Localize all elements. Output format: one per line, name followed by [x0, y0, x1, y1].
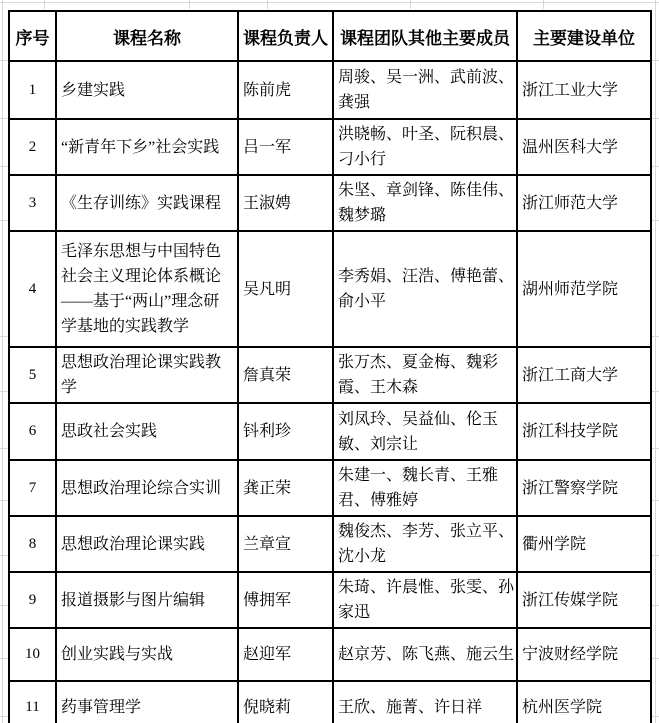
gridline	[44, 0, 45, 9]
cell-construction-unit: 浙江工商大学	[517, 347, 651, 403]
cell-course-leader: 赵迎军	[238, 628, 333, 681]
header-course-name: 课程名称	[56, 11, 238, 61]
cell-construction-unit: 湖州师范学院	[517, 231, 651, 347]
table-row	[9, 516, 651, 572]
cell-course-leader: 倪晓莉	[238, 681, 333, 723]
gridline	[410, 0, 411, 9]
cell-serial-number: 7	[9, 460, 56, 516]
table-row	[9, 119, 651, 175]
header-construction-unit: 主要建设单位	[517, 11, 651, 61]
cell-course-name: 药事管理学	[56, 681, 238, 723]
table-row	[9, 628, 651, 681]
cell-serial-number: 6	[9, 403, 56, 460]
table-row	[9, 403, 651, 460]
cell-course-name: 思想政治理论综合实训	[56, 460, 238, 516]
cell-course-name: 报道摄影与图片编辑	[56, 572, 238, 628]
cell-serial-number: 1	[9, 61, 56, 119]
cell-serial-number: 10	[9, 628, 56, 681]
cell-course-name: 思政社会实践	[56, 403, 238, 460]
cell-course-name: 思想政治理论课实践教学	[56, 347, 238, 403]
table-row	[9, 61, 651, 119]
cell-construction-unit: 衢州学院	[517, 516, 651, 572]
cell-serial-number: 3	[9, 175, 56, 231]
cell-course-leader: 詹真荣	[238, 347, 333, 403]
gridline	[0, 2, 659, 3]
cell-serial-number: 11	[9, 681, 56, 723]
cell-course-name: 创业实践与实战	[56, 628, 238, 681]
gridline	[267, 0, 268, 9]
cell-course-leader: 吴凡明	[238, 231, 333, 347]
cell-team-members: 洪晓畅、叶圣、阮积晨、刁小行	[333, 119, 517, 175]
header-serial-number: 序号	[9, 11, 56, 61]
cell-serial-number: 4	[9, 231, 56, 347]
cell-construction-unit: 浙江师范大学	[517, 175, 651, 231]
table-body	[9, 61, 651, 723]
cell-course-name: 《生存训练》实践课程	[56, 175, 238, 231]
cell-construction-unit: 浙江警察学院	[517, 460, 651, 516]
table-row	[9, 572, 651, 628]
header-course-leader: 课程负责人	[238, 11, 333, 61]
cell-construction-unit: 浙江科技学院	[517, 403, 651, 460]
cell-team-members: 魏俊杰、李芳、张立平、沈小龙	[333, 516, 517, 572]
cell-construction-unit: 杭州医学院	[517, 681, 651, 723]
table-row	[9, 681, 651, 723]
header-row	[9, 11, 651, 61]
table-row	[9, 175, 651, 231]
gridline	[2, 0, 3, 723]
gridline	[655, 0, 656, 723]
cell-team-members: 张万杰、夏金梅、魏彩霞、王木森	[333, 347, 517, 403]
table-row	[9, 460, 651, 516]
course-table	[8, 10, 652, 723]
cell-course-leader: 陈前虎	[238, 61, 333, 119]
table-row	[9, 231, 651, 347]
cell-construction-unit: 浙江工业大学	[517, 61, 651, 119]
cell-construction-unit: 浙江传媒学院	[517, 572, 651, 628]
cell-team-members: 王欣、施菁、许日祥	[333, 681, 517, 723]
cell-team-members: 朱建一、魏长青、王雅君、傅雅婷	[333, 460, 517, 516]
cell-course-leader: 龚正荣	[238, 460, 333, 516]
table-header	[9, 11, 651, 61]
cell-course-name: 毛泽东思想与中国特色社会主义理论体系概论——基于“两山”理念研学基地的实践教学	[56, 231, 238, 347]
table-row	[9, 347, 651, 403]
header-team-members: 课程团队其他主要成员	[333, 11, 517, 61]
cell-team-members: 朱琦、许晨惟、张雯、孙家迅	[333, 572, 517, 628]
cell-team-members: 李秀娟、汪浩、傅艳蕾、俞小平	[333, 231, 517, 347]
gridline	[189, 0, 190, 9]
cell-course-leader: 傅拥军	[238, 572, 333, 628]
cell-course-name: 乡建实践	[56, 61, 238, 119]
cell-serial-number: 9	[9, 572, 56, 628]
cell-team-members: 周骏、吴一洲、武前波、龚强	[333, 61, 517, 119]
gridline	[543, 0, 544, 9]
cell-team-members: 朱坚、章剑锋、陈佳伟、魏梦璐	[333, 175, 517, 231]
cell-course-name: “新青年下乡”社会实践	[56, 119, 238, 175]
cell-course-leader: 兰章宣	[238, 516, 333, 572]
cell-course-name: 思想政治理论课实践	[56, 516, 238, 572]
cell-construction-unit: 宁波财经学院	[517, 628, 651, 681]
cell-team-members: 刘凤玲、吴益仙、伦玉敏、刘宗让	[333, 403, 517, 460]
cell-course-leader: 王淑娉	[238, 175, 333, 231]
cell-course-leader: 吕一军	[238, 119, 333, 175]
cell-course-leader: 钭利珍	[238, 403, 333, 460]
cell-serial-number: 5	[9, 347, 56, 403]
cell-construction-unit: 温州医科大学	[517, 119, 651, 175]
cell-team-members: 赵京芳、陈飞燕、施云生	[333, 628, 517, 681]
cell-serial-number: 8	[9, 516, 56, 572]
cell-serial-number: 2	[9, 119, 56, 175]
